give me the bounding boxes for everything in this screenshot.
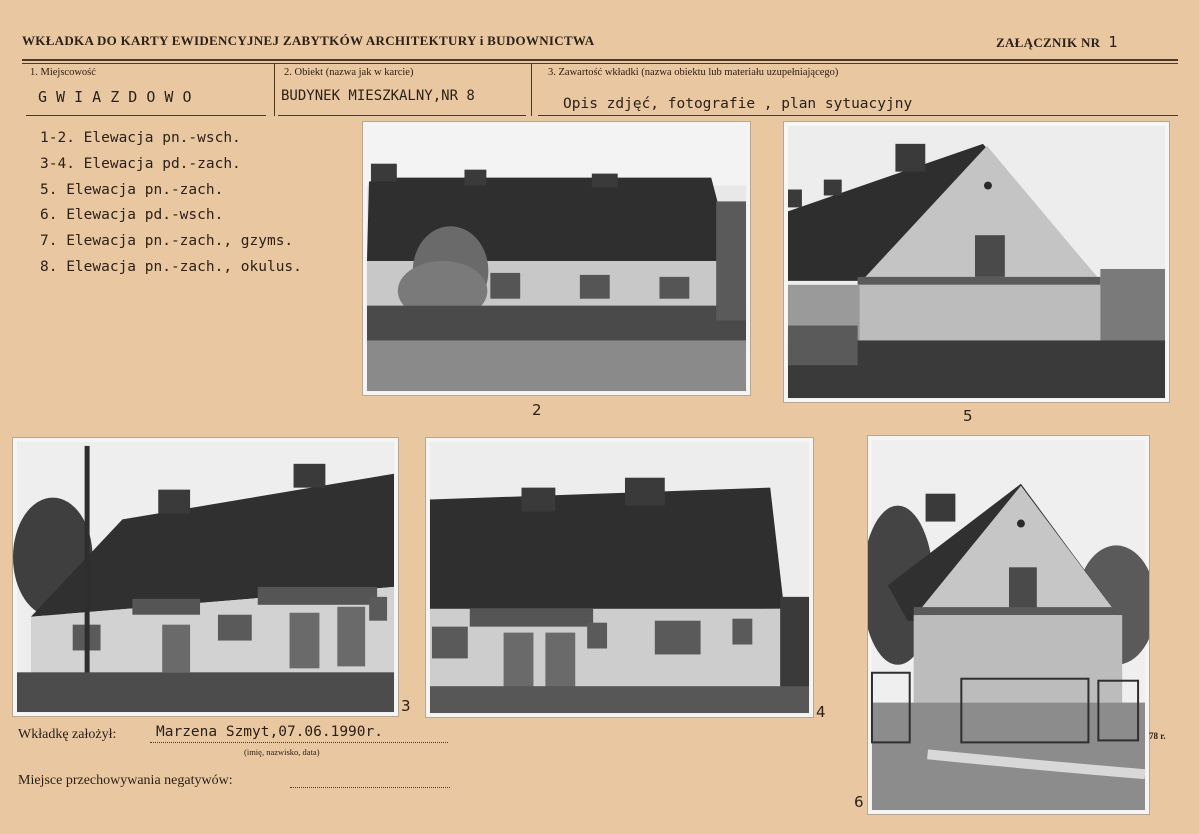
header-rule-thin	[22, 63, 1178, 64]
photo-2-number: 2	[532, 401, 542, 419]
header-rule-thick	[22, 59, 1178, 61]
annex-number: 1	[1108, 33, 1119, 51]
photo-2-image	[363, 122, 750, 395]
list-item: 3-4. Elewacja pd.-zach.	[40, 155, 241, 172]
locality-underline	[26, 115, 266, 116]
photo-3-number: 3	[401, 697, 411, 715]
annex-label	[996, 33, 1118, 51]
contents-underline	[538, 115, 1178, 116]
founder-value: Marzena Szmyt,07.06.1990r.	[156, 724, 383, 740]
object-label: 2. Obiekt (nazwa jak w karcie)	[284, 67, 414, 78]
photo-6-image	[868, 436, 1149, 814]
annex-label-text: ZAŁĄCZNIK NR	[996, 35, 1101, 50]
photo-6-number: 6	[854, 793, 864, 811]
photo-description-list	[40, 126, 302, 281]
photo-2	[362, 121, 751, 396]
photo-4-number: 4	[816, 703, 826, 721]
photo-5-number: 5	[963, 407, 973, 425]
document-title: WKŁADKA DO KARTY EWIDENCYJNEJ ZABYTKÓW ARCHITEKTURY i BUDOWNICTWA	[22, 33, 595, 48]
founder-dotline	[150, 742, 448, 743]
locality-value: G W I A Z D O W O	[38, 88, 192, 106]
founder-note: (imię, nazwisko, data)	[244, 747, 320, 757]
list-item: 8. Elewacja pn.-zach., okulus.	[40, 258, 302, 275]
negatives-label: Miejsce przechowywania negatywów:	[18, 773, 233, 788]
list-item: 6. Elewacja pd.-wsch.	[40, 207, 224, 224]
object-value: BUDYNEK MIESZKALNY,NR 8	[281, 88, 475, 104]
field-divider	[531, 64, 532, 116]
photo-5	[783, 121, 1170, 403]
negatives-dotline	[290, 787, 450, 788]
founder-label: Wkładkę założył:	[18, 727, 117, 742]
side-note: 78 r.	[1149, 731, 1166, 741]
contents-label: 3. Zawartość wkładki (nazwa obiektu lub materiału uzupełniającego)	[548, 67, 839, 78]
list-item: 1-2. Elewacja pn.-wsch.	[40, 130, 241, 146]
locality-label: 1. Miejscowość	[30, 67, 96, 78]
list-item: 5. Elewacja pn.-zach.	[40, 181, 224, 198]
photo-3-image	[13, 438, 398, 716]
photo-6	[867, 435, 1150, 815]
list-item: 7. Elewacja pn.-zach., gzyms.	[40, 233, 294, 250]
object-underline	[278, 115, 526, 116]
photo-4	[425, 437, 814, 718]
photo-4-image	[426, 438, 813, 717]
field-divider	[274, 64, 275, 116]
photo-5-image	[784, 122, 1169, 402]
contents-value: Opis zdjęć, fotografie , plan sytuacyjny	[563, 96, 913, 112]
photo-3	[12, 437, 399, 717]
